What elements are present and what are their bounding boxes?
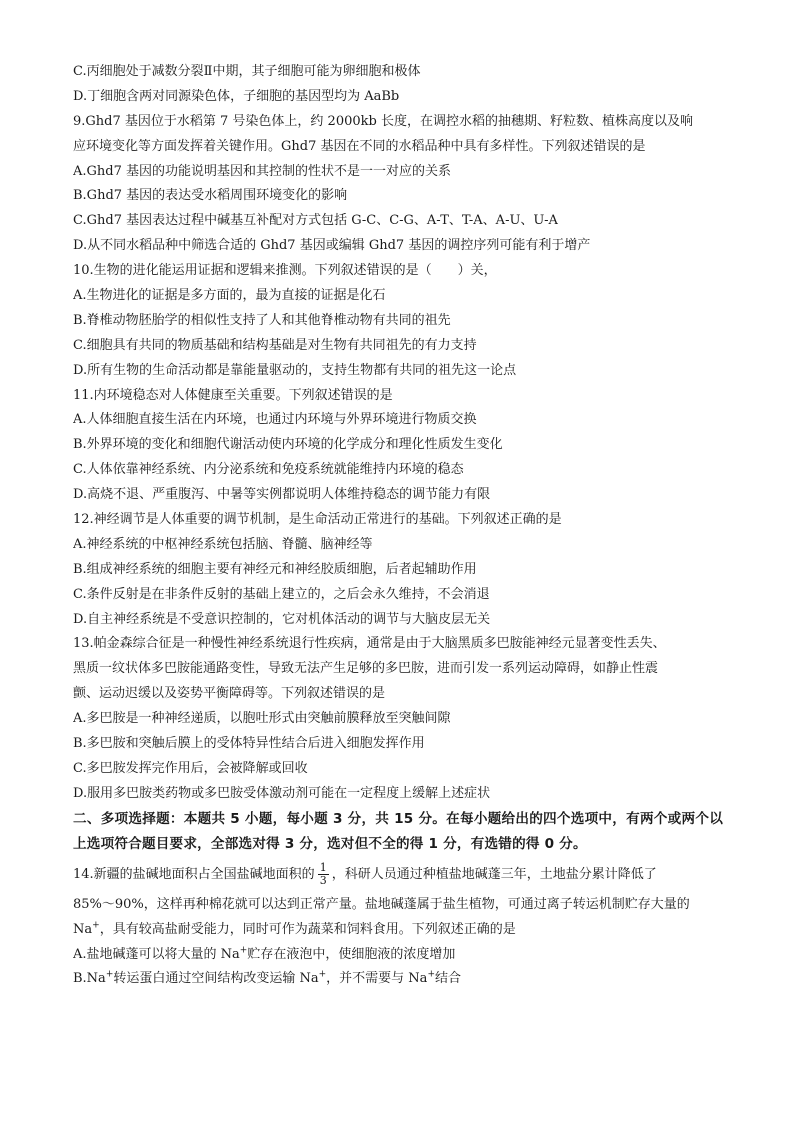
question-stem: 应环境变化等方面发挥着关键作用。Ghd7 基因在不同的水稻品种中具有多样性。下列叙述错误的是 [73, 138, 646, 154]
fraction-denominator: 3 [319, 873, 327, 887]
superscript-plus: + [427, 970, 435, 981]
question-stem: 颤、运动迟缓以及姿势平衡障碍等。下列叙述错误的是 [73, 686, 386, 702]
option-line: A.人体细胞直接生活在内环境，也通过内环境与外界环境进行物质交换 [73, 412, 477, 428]
superscript-plus: + [239, 945, 248, 956]
fraction [318, 862, 329, 887]
option-line: B.外界环境的变化和细胞代谢活动使内环境的化学成分和理化性质发生变化 [73, 437, 503, 453]
option-text: ，并不需要与 Na [326, 971, 428, 987]
question-stem: 12.神经调节是人体重要的调节机制，是生命活动正常进行的基础。下列叙述正确的是 [73, 512, 562, 528]
q14-text: ，科研人员通过种植盐地碱蓬三年，土地盐分累计降低了 [331, 866, 657, 882]
fraction-numerator: 1 [319, 860, 327, 874]
question-stem: 9.Ghd7 基因位于水稻第 7 号染色体上，约 2000kb 长度，在调控水稻的抽穗期、籽粒数、植株高度以及响 [73, 113, 693, 129]
exam-page [73, 60, 723, 992]
option-line: C.Ghd7 基因表达过程中碱基互补配对方式包括 G-C、C-G、A-T、T-A、A-U、U-A [73, 213, 558, 229]
option-line: C.多巴胺发挥完作用后，会被降解或回收 [73, 760, 308, 776]
question-14-stem [73, 857, 723, 893]
superscript-plus: + [318, 970, 327, 981]
option-line: C.人体依靠神经系统、内分泌系统和免疫系统就能维持内环境的稳态 [73, 462, 464, 478]
option-line: A.生物进化的证据是多方面的，最为直接的证据是化石 [73, 288, 386, 304]
option-line: D.所有生物的生命活动都是靠能量驱动的，支持生物都有共同的祖先这一论点 [73, 362, 517, 378]
question-stem: 10.生物的进化能运用证据和逻辑来推测。下列叙述错误的是（ ）关， [73, 263, 497, 279]
option-text: 转运蛋白通过空间结构改变运输 Na [113, 971, 319, 987]
option-line: B.脊椎动物胚胎学的相似性支持了人和其他脊椎动物有共同的祖先 [73, 312, 451, 328]
question-stem: 黑质一纹状体多巴胺能通路变性，导致无法产生足够的多巴胺，进而引发一系列运动障碍，如静止性震 [73, 661, 659, 677]
option-line: B.Ghd7 基因的表达受水稻周围环境变化的影响 [73, 188, 348, 204]
superscript-plus: + [105, 970, 114, 981]
option-line: B.多巴胺和突触后膜上的受体特异性结合后进入细胞发挥作用 [73, 736, 425, 752]
option-text: A.盐地碱蓬可以将大量的 Na [73, 946, 240, 962]
option-text: B.Na [73, 971, 106, 987]
question-stem: 85%～90%，这样再种棉花就可以达到正常产量。盐地碱蓬属于盐生植物，可通过离子转运机制贮存大量的 [73, 896, 690, 912]
option-line [73, 943, 723, 968]
option-line [73, 967, 723, 992]
na-symbol: Na [73, 921, 93, 937]
option-line: D.丁细胞含两对同源染色体，子细胞的基因型均为 AaBb [73, 88, 400, 104]
option-line: D.高烧不退、严重腹泻、中暑等实例都说明人体维持稳态的调节能力有限 [73, 487, 491, 503]
section-heading: 二、多项选择题：本题共 5 小题，每小题 3 分，共 15 分。在每小题给出的四个选项中，有两个或两个以上选项符合题目要求，全部选对得 3 分，选对但不全的得 1 分，有选错的得 0 分。 [73, 810, 723, 852]
superscript-plus: + [92, 920, 100, 931]
q14-text: 14.新疆的盐碱地面积占全国盐碱地面积的 [73, 866, 315, 882]
option-line: C.细胞具有共同的物质基础和结构基础是对生物有共同祖先的有力支持 [73, 337, 477, 353]
option-line: A.Ghd7 基因的功能说明基因和其控制的性状不是一一对应的关系 [73, 163, 452, 179]
option-line: D.从不同水稻品种中筛选合适的 Ghd7 基因或编辑 Ghd7 基因的调控序列可能有利于增产 [73, 238, 591, 254]
option-text: 结合 [434, 971, 461, 987]
option-line: D.自主神经系统是不受意识控制的，它对机体活动的调节与大脑皮层无关 [73, 611, 491, 627]
option-line: A.神经系统的中枢神经系统包括脑、脊髓、脑神经等 [73, 536, 373, 552]
option-line: A.多巴胺是一种神经递质，以胞吐形式由突触前膜释放至突触间隙 [73, 711, 451, 727]
q14-text: ，具有较高盐耐受能力，同时可作为蔬菜和饲料食用。下列叙述正确的是 [99, 921, 516, 937]
option-line: D.服用多巴胺类药物或多巴胺受体激动剂可能在一定程度上缓解上述症状 [73, 785, 491, 801]
question-stem: 13.帕金森综合征是一种慢性神经系统退行性疾病，通常是由于大脑黑质多巴胺能神经元显著变性丢失、 [73, 636, 666, 652]
option-line: B.组成神经系统的细胞主要有神经元和神经胶质细胞，后者起辅助作用 [73, 561, 477, 577]
option-text: 贮存在液泡中，使细胞液的浓度增加 [247, 946, 456, 962]
option-line: C.条件反射是在非条件反射的基础上建立的，之后会永久维持，不会消退 [73, 586, 490, 602]
question-stem [73, 918, 723, 943]
question-stem: 11.内环境稳态对人体健康至关重要。下列叙述错误的是 [73, 387, 393, 403]
option-line: C.丙细胞处于减数分裂Ⅱ中期，其子细胞可能为卵细胞和极体 [73, 64, 421, 79]
